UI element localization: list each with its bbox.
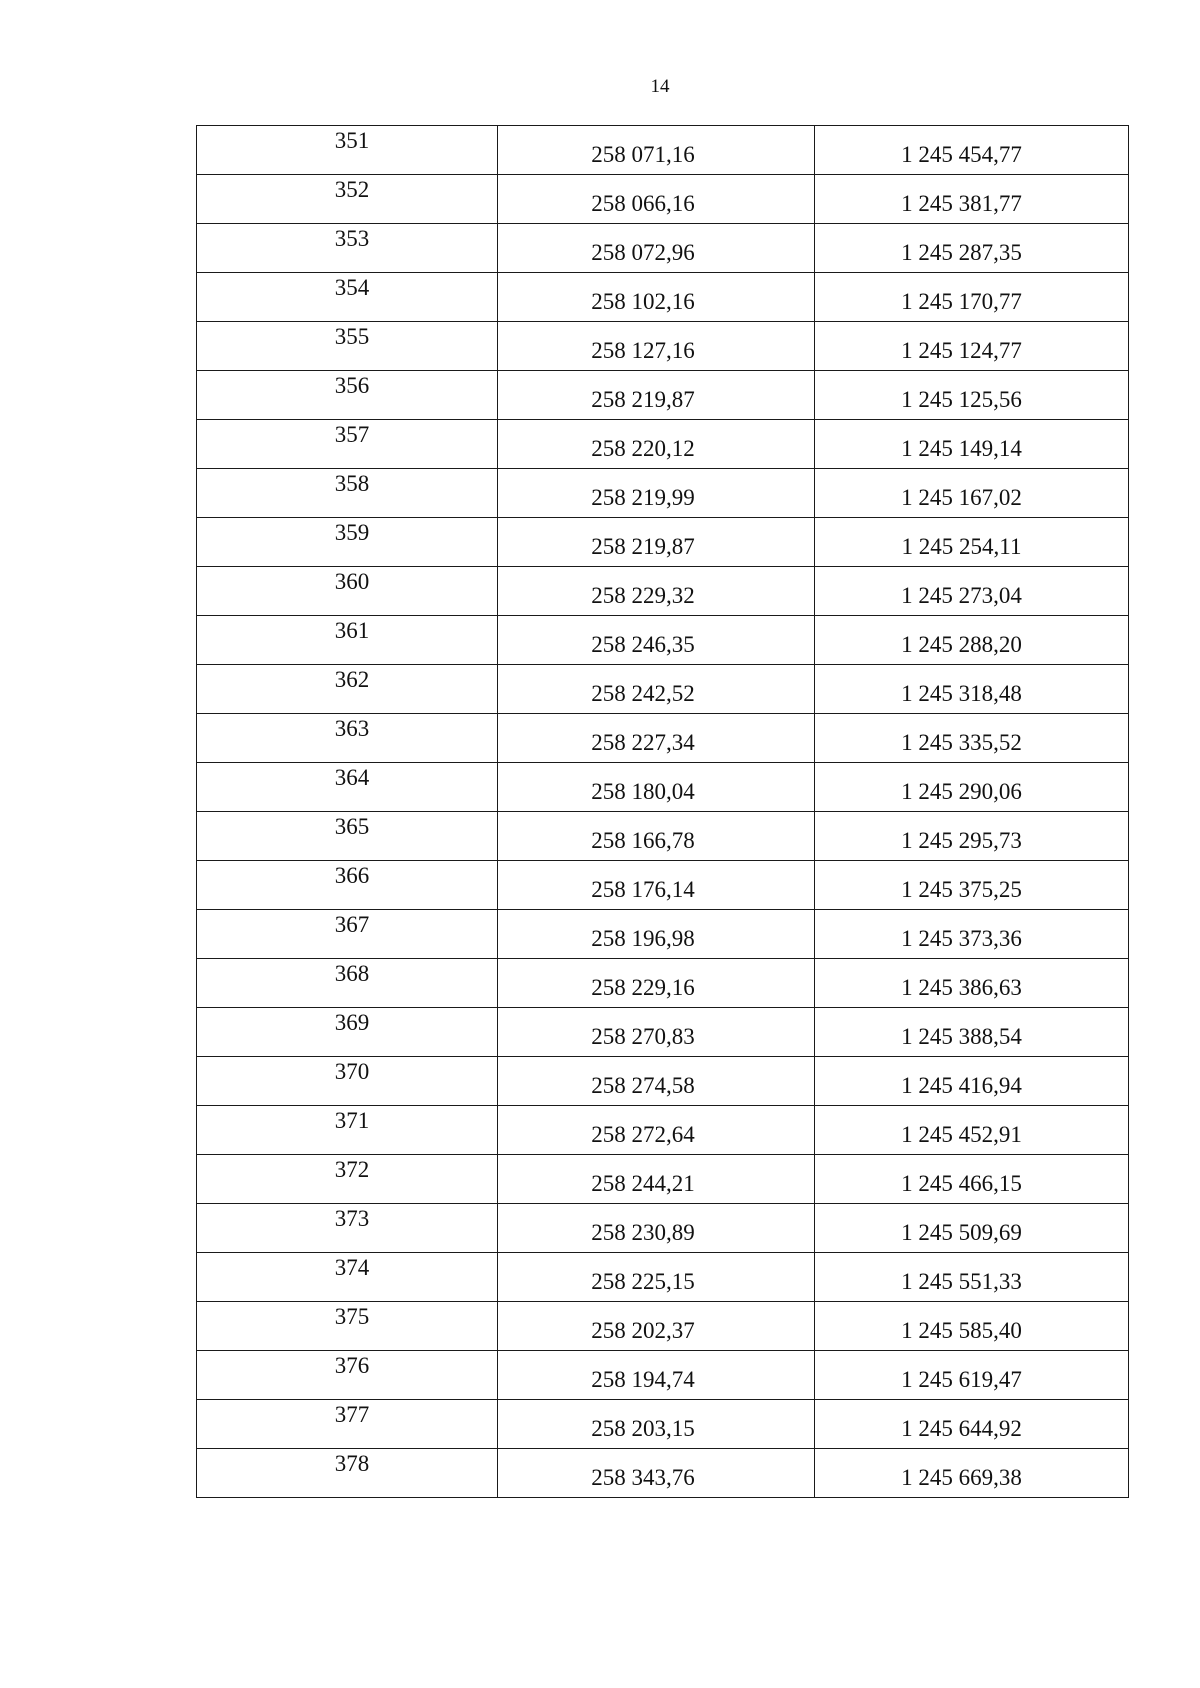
x-coordinate-cell: 258 270,83 [498, 1008, 815, 1057]
point-number-cell: 357 [197, 420, 498, 469]
point-number-cell: 362 [197, 665, 498, 714]
point-number-cell: 369 [197, 1008, 498, 1057]
point-number-cell: 371 [197, 1106, 498, 1155]
x-coordinate-cell: 258 127,16 [498, 322, 815, 371]
x-coordinate-cell: 258 242,52 [498, 665, 815, 714]
x-coordinate-cell: 258 219,99 [498, 469, 815, 518]
x-coordinate-cell: 258 274,58 [498, 1057, 815, 1106]
table-row [197, 665, 1129, 714]
y-coordinate-cell: 1 245 386,63 [815, 959, 1129, 1008]
x-coordinate-cell: 258 225,15 [498, 1253, 815, 1302]
table-row [197, 763, 1129, 812]
x-coordinate-cell: 258 180,04 [498, 763, 815, 812]
x-coordinate-cell: 258 229,32 [498, 567, 815, 616]
table-row [197, 1302, 1129, 1351]
table-row [197, 714, 1129, 763]
coordinates-table-body [197, 126, 1129, 1498]
table-row [197, 1449, 1129, 1498]
table-row [197, 1008, 1129, 1057]
table-row [197, 420, 1129, 469]
y-coordinate-cell: 1 245 288,20 [815, 616, 1129, 665]
table-row [197, 567, 1129, 616]
point-number-cell: 366 [197, 861, 498, 910]
table-row [197, 1106, 1129, 1155]
y-coordinate-cell: 1 245 273,04 [815, 567, 1129, 616]
y-coordinate-cell: 1 245 454,77 [815, 126, 1129, 175]
y-coordinate-cell: 1 245 254,11 [815, 518, 1129, 567]
table-row [197, 861, 1129, 910]
x-coordinate-cell: 258 166,78 [498, 812, 815, 861]
point-number-cell: 363 [197, 714, 498, 763]
x-coordinate-cell: 258 196,98 [498, 910, 815, 959]
point-number-cell: 376 [197, 1351, 498, 1400]
y-coordinate-cell: 1 245 318,48 [815, 665, 1129, 714]
x-coordinate-cell: 258 102,16 [498, 273, 815, 322]
point-number-cell: 377 [197, 1400, 498, 1449]
point-number-cell: 355 [197, 322, 498, 371]
y-coordinate-cell: 1 245 644,92 [815, 1400, 1129, 1449]
x-coordinate-cell: 258 066,16 [498, 175, 815, 224]
table-row [197, 1204, 1129, 1253]
y-coordinate-cell: 1 245 416,94 [815, 1057, 1129, 1106]
point-number-cell: 372 [197, 1155, 498, 1204]
table-row [197, 812, 1129, 861]
point-number-cell: 374 [197, 1253, 498, 1302]
point-number-cell: 352 [197, 175, 498, 224]
y-coordinate-cell: 1 245 290,06 [815, 763, 1129, 812]
y-coordinate-cell: 1 245 619,47 [815, 1351, 1129, 1400]
point-number-cell: 361 [197, 616, 498, 665]
y-coordinate-cell: 1 245 335,52 [815, 714, 1129, 763]
point-number-cell: 359 [197, 518, 498, 567]
table-row [197, 518, 1129, 567]
table-row [197, 126, 1129, 175]
y-coordinate-cell: 1 245 585,40 [815, 1302, 1129, 1351]
x-coordinate-cell: 258 203,15 [498, 1400, 815, 1449]
point-number-cell: 364 [197, 763, 498, 812]
x-coordinate-cell: 258 244,21 [498, 1155, 815, 1204]
table-row [197, 1253, 1129, 1302]
point-number-cell: 375 [197, 1302, 498, 1351]
x-coordinate-cell: 258 176,14 [498, 861, 815, 910]
page-number: 14 [650, 76, 670, 97]
x-coordinate-cell: 258 272,64 [498, 1106, 815, 1155]
table-row [197, 616, 1129, 665]
x-coordinate-cell: 258 246,35 [498, 616, 815, 665]
table-row [197, 175, 1129, 224]
point-number-cell: 370 [197, 1057, 498, 1106]
table-row [197, 959, 1129, 1008]
y-coordinate-cell: 1 245 167,02 [815, 469, 1129, 518]
y-coordinate-cell: 1 245 373,36 [815, 910, 1129, 959]
y-coordinate-cell: 1 245 509,69 [815, 1204, 1129, 1253]
y-coordinate-cell: 1 245 466,15 [815, 1155, 1129, 1204]
coordinates-table [196, 125, 1129, 1498]
y-coordinate-cell: 1 245 388,54 [815, 1008, 1129, 1057]
point-number-cell: 367 [197, 910, 498, 959]
y-coordinate-cell: 1 245 551,33 [815, 1253, 1129, 1302]
x-coordinate-cell: 258 202,37 [498, 1302, 815, 1351]
table-row [197, 273, 1129, 322]
y-coordinate-cell: 1 245 149,14 [815, 420, 1129, 469]
point-number-cell: 378 [197, 1449, 498, 1498]
table-row [197, 1351, 1129, 1400]
y-coordinate-cell: 1 245 452,91 [815, 1106, 1129, 1155]
point-number-cell: 373 [197, 1204, 498, 1253]
x-coordinate-cell: 258 071,16 [498, 126, 815, 175]
table-row [197, 469, 1129, 518]
table-row [197, 910, 1129, 959]
x-coordinate-cell: 258 072,96 [498, 224, 815, 273]
y-coordinate-cell: 1 245 375,25 [815, 861, 1129, 910]
x-coordinate-cell: 258 219,87 [498, 518, 815, 567]
x-coordinate-cell: 258 220,12 [498, 420, 815, 469]
table-row [197, 1155, 1129, 1204]
x-coordinate-cell: 258 229,16 [498, 959, 815, 1008]
y-coordinate-cell: 1 245 669,38 [815, 1449, 1129, 1498]
table-row [197, 1400, 1129, 1449]
y-coordinate-cell: 1 245 124,77 [815, 322, 1129, 371]
point-number-cell: 354 [197, 273, 498, 322]
x-coordinate-cell: 258 194,74 [498, 1351, 815, 1400]
table-row [197, 322, 1129, 371]
point-number-cell: 353 [197, 224, 498, 273]
point-number-cell: 368 [197, 959, 498, 1008]
point-number-cell: 358 [197, 469, 498, 518]
point-number-cell: 351 [197, 126, 498, 175]
y-coordinate-cell: 1 245 295,73 [815, 812, 1129, 861]
y-coordinate-cell: 1 245 287,35 [815, 224, 1129, 273]
y-coordinate-cell: 1 245 381,77 [815, 175, 1129, 224]
x-coordinate-cell: 258 343,76 [498, 1449, 815, 1498]
table-row [197, 224, 1129, 273]
point-number-cell: 365 [197, 812, 498, 861]
point-number-cell: 360 [197, 567, 498, 616]
table-row [197, 1057, 1129, 1106]
x-coordinate-cell: 258 227,34 [498, 714, 815, 763]
y-coordinate-cell: 1 245 170,77 [815, 273, 1129, 322]
table-row [197, 371, 1129, 420]
y-coordinate-cell: 1 245 125,56 [815, 371, 1129, 420]
point-number-cell: 356 [197, 371, 498, 420]
x-coordinate-cell: 258 219,87 [498, 371, 815, 420]
x-coordinate-cell: 258 230,89 [498, 1204, 815, 1253]
